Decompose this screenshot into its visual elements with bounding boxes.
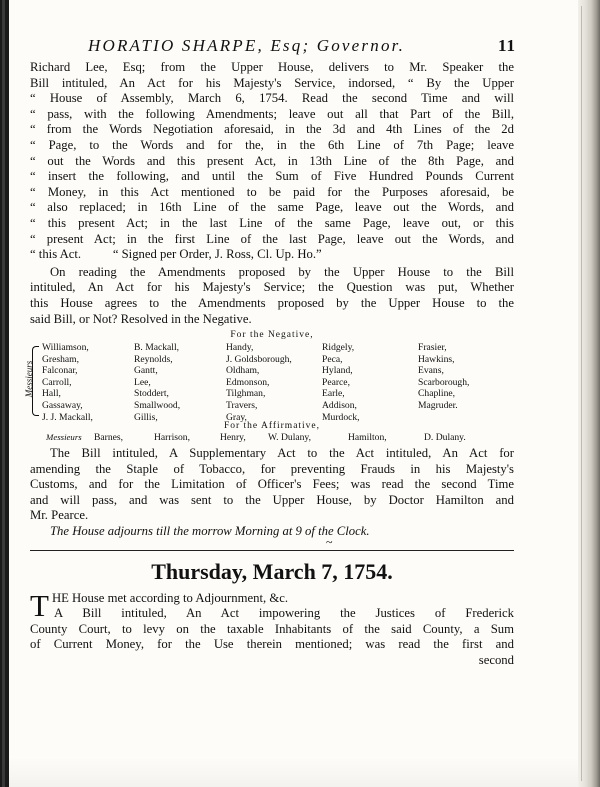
voter-name: W. Dulany, [268, 432, 311, 444]
book-gutter-left [0, 0, 9, 787]
voter-name: Travers, [226, 400, 258, 412]
running-title: HORATIO SHARPE, Esq; Governor. [88, 36, 406, 55]
voter-name: Oldham, [226, 365, 260, 377]
para-amendments [30, 60, 514, 263]
line: Bill intituled, An Act for his Majesty's Service, indorsed, “ By the Upper [30, 75, 514, 90]
line: Customs, and for the Limitation of Officer's Fees; was read the second Time [30, 477, 514, 492]
vote-column-2 [134, 342, 180, 423]
divider-rule [30, 550, 514, 551]
negative-heading: For the Negative, [230, 330, 314, 341]
line: “ out the Words and this present Act, in 13th Line of the 8th Page, and [30, 153, 514, 168]
vote-column-1 [42, 342, 93, 423]
proceedings-text-3 [30, 587, 514, 669]
voter-name: Lee, [134, 376, 151, 388]
line: and will pass, and was sent to the Upper House, by Doctor Hamilton and [30, 492, 514, 507]
para-question [30, 265, 514, 327]
voter-name: Murdock, [322, 411, 360, 423]
voter-name: Addison, [322, 400, 357, 412]
line: “ from the Words Negotiation aforesaid, in the 3d and 4th Lines of the 2d [30, 122, 514, 137]
line: “ also replaced; in 16th Line of the same Page, leave out the Words, and [30, 200, 514, 215]
line: “ pass, with the following Amendments; leave out all that Part of the Bill, [30, 106, 514, 121]
vote-column-5 [418, 342, 469, 412]
voter-name: Earle, [322, 388, 345, 400]
para-frederick-bill [30, 606, 514, 668]
line: A Bill intituled, An Act impowering the Justices of Frederick [54, 606, 514, 621]
messieurs-label: Messieurs [24, 360, 34, 398]
line: “ House of Assembly, March 6, 1754. Read the second Time and will [30, 91, 514, 106]
section-divider [30, 534, 514, 558]
running-head [30, 36, 514, 60]
voter-name: Carroll, [42, 376, 72, 388]
line: of Current Money, for the Use therein mentioned; was read the first and [30, 637, 514, 652]
voter-name: Magruder. [418, 400, 458, 412]
negative-vote-list [24, 342, 514, 423]
proceedings-text [30, 60, 514, 327]
voter-name: Edmonson, [226, 376, 270, 388]
voter-name: J. J. Mackall, [42, 411, 93, 423]
voter-name: Gillis, [134, 411, 158, 423]
voter-name: Pearce, [322, 376, 350, 388]
vote-column-3 [226, 342, 292, 423]
day-heading: Thursday, March 7, 1754. [151, 558, 393, 584]
para-adjourn: The House adjourns till the morrow Morning at 9 of the Clock. [50, 524, 370, 539]
voter-name: Evans, [418, 365, 444, 377]
voter-name: Henry, [220, 432, 246, 444]
voter-name: Hamilton, [348, 432, 387, 444]
voter-name: Stoddert, [134, 388, 169, 400]
voter-name: Hyland, [322, 365, 353, 377]
voter-name: Handy, [226, 342, 254, 354]
voter-name: Gresham, [42, 353, 80, 365]
line: intituled, An Act for his Majesty's Service; the Question was put, Whether [30, 280, 514, 295]
affirmative-heading: For the Affirmative, [223, 421, 321, 432]
affirmative-messieurs-label: Messieurs [46, 432, 82, 443]
line: Richard Lee, Esq; from the Upper House, delivers to Mr. Speaker the [30, 60, 514, 74]
voter-name: Frasier, [418, 342, 447, 354]
voter-name: Smallwood, [134, 400, 181, 412]
line: County Court, to levy on the taxable Inhabitants of the said County, a Sum [30, 621, 514, 636]
line: this House agrees to the Amendments proposed by the Upper House to the [30, 295, 514, 310]
page-edge-right [578, 0, 600, 787]
page-number: 11 [497, 36, 516, 55]
voter-name: Gassaway, [42, 400, 83, 412]
line: The Bill intituled, A Supplementary Act to the Act intituled, An Act for [50, 446, 514, 461]
voter-name: Hawkins, [418, 353, 455, 365]
line: “ this present Act; in the last Line of the same Page, leave out, or this [30, 215, 514, 230]
line: On reading the Amendments proposed by the Upper House to the Bill [50, 264, 514, 279]
proceedings-text-2 [30, 446, 514, 540]
bottom-shadow [0, 757, 578, 787]
voter-name: Williamson, [42, 342, 89, 354]
voter-name: Harrison, [154, 432, 190, 444]
voter-name: Barnes, [94, 432, 124, 444]
voter-name: Tilghman, [226, 388, 266, 400]
voter-name: J. Goldsborough, [226, 353, 292, 365]
voter-name: Hall, [42, 388, 61, 400]
line: Mr. Pearce. [30, 508, 89, 523]
line: said Bill, or Not? Resolved in the Negative. [30, 311, 252, 326]
drop-cap: T [30, 587, 49, 623]
voter-name: B. Mackall, [134, 342, 180, 354]
affirmative-vote-list [30, 432, 514, 446]
ornament-glyph: ~ [326, 534, 333, 549]
page [24, 36, 516, 669]
line: “ this Act. “ Signed per Order, J. Ross, Cl. Up. Ho.” [30, 247, 322, 262]
line: HE House met according to Adjournment, &c. [51, 590, 289, 605]
voter-name: Gantt, [134, 365, 158, 377]
voter-name: D. Dulany. [424, 432, 466, 444]
vote-column-4 [322, 342, 360, 423]
voter-name: Ridgely, [322, 342, 355, 354]
voter-name: Scarborough, [418, 376, 470, 388]
voter-name: Reynolds, [134, 353, 173, 365]
voter-name: Falconar, [42, 365, 78, 377]
line: “ insert the following, and until the Sum of Five Hundred Pounds Current [30, 169, 514, 184]
para-supplementary-bill [30, 446, 514, 524]
voter-name: Chapline, [418, 388, 456, 400]
voter-name: Gray, [226, 411, 247, 423]
line: second [478, 653, 514, 668]
line: “ Page, to the Words and for the, in the 6th Line of 7th Page; leave [30, 137, 514, 152]
line: amending the Staple of Tobacco, for preventing Frauds in his Majesty's [30, 461, 514, 476]
voter-name: Peca, [322, 353, 343, 365]
line: “ Money, in this Act mentioned to be paid for the Purposes aforesaid, be [30, 184, 514, 199]
line: “ present Act; in the first Line of the last Page, leave out the Words, and [30, 231, 514, 246]
